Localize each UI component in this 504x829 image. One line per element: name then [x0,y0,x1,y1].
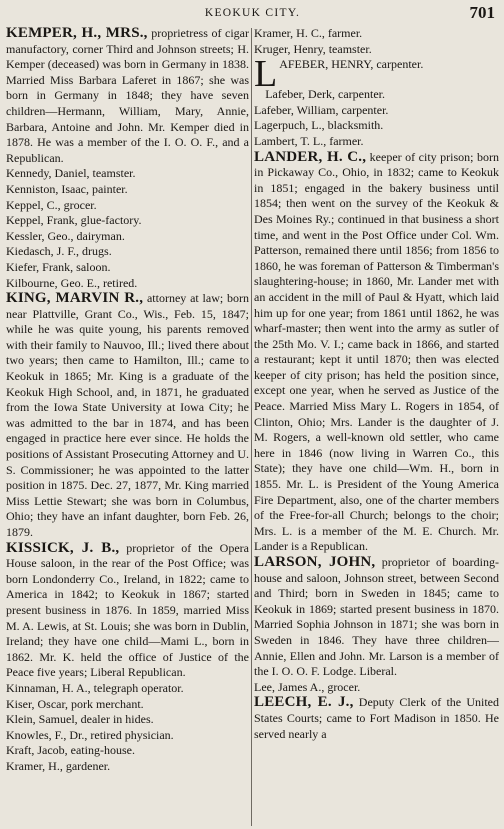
biography-entry [6,291,249,541]
entry-text: AFEBER, HENRY, carpenter. [279,57,424,72]
biography-entry [6,26,249,166]
entry-name: KEMPER, H., MRS., [6,26,148,41]
directory-line: Kessler, Geo., dairyman. [6,228,125,243]
directory-line: Kenniston, Isaac, painter. [6,181,128,196]
running-title: KEOKUK CITY. [204,7,301,19]
entry-name: KISSICK, J. B., [6,539,120,556]
entry-text: keeper of city prison; born in Pickaway Co., Ohio, in 1832; came to Keokuk in 1851; engaged in the bakery business until 1854; then went on the survey of the Keokuk & Des Moines Ry.; continued in that business a short time, and went in the Post Office under Col. Wm. Patterson, remained there until 1856; from 1856 to 1860, he was foreman of Patterson & Timberman's slaughtering-house; in 1860, Mr. Lander met with an accident in the mill of Paul & Hyatt, which laid him up for one year; from 1861 until 1862, he was wharf-master; then went into the army as sutler of the 25th Mo. V. I.; came back in 1866, and started a restaurant; kept it until 1870; then was elected keeper of city prison; has held the position since, except one year, when he served as Justice of the Peace. Married Miss Mary L. Rogers in 1854, of Clinton, Ohio; Mrs. Lander is the daughter of J. M. Rogers, a well-known old settler, who came here in 1846 (now living in Warren Co., this State); they have one child—Wm. H., born in 1855. Mr. L. is President of the Young America Fire Department, also, one of the charter members of the Free-for-all Church; belongs to the choir; Mrs. L. is a member of the M. E. Church. Mr. Lander is a Republican. [254,149,499,554]
directory-line: Kiefer, Frank, saloon. [6,259,111,274]
left-column [6,26,249,826]
page-number: 701 [469,3,495,22]
directory-line: Kilbourne, Geo. E., retired. [6,275,138,290]
directory-line: Klein, Samuel, dealer in hides. [6,712,154,727]
entry-text: proprietor of the Opera House saloon, in the rear of the Post Office; was born Londonderry Co., Ireland, in 1822; came to America in 1842; to Keokuk in 1867; started present business in 1876. In 1859, married Miss M. A. Lewis, at St. Louis; she was born in Dublin, Ireland; they have one child—Mami L., born in 1862. Mr. K. held the office of Justice of the Peace five years; Liberal Republican. [6,540,249,680]
directory-line: Lambert, T. L., farmer. [254,133,364,148]
directory-line: Kraft, Jacob, eating-house. [6,743,135,758]
directory-line: Knowles, F., Dr., retired physician. [6,727,174,742]
entry-text: attorney at law; born near Plattville, Grant Co., Wis., Feb. 15, 1847; while he was quite young, his parents removed with their family to Nauvoo, Ill.; lived there about two years; then came to Hamilton, Ill.; came to Keokuk in 1865; Mr. King is a graduate of the Keokuk High School, and, in 1871, he graduated from the Iowa State University at Iowa City; he was admitted to the bar in 1874, and has been engaged in practice here ever since. He holds the positions of Assistant Prosecuting Attorney and U. S. Commissioner; he was appointed to the latter position in 1875. Dec. 27, 1877, Mr. King married Miss Lettie Stewart; she was born in Columbus, Ohio; they have an infant daughter, born Feb. 26, 1879. [6,291,249,539]
entry-text: proprietor of boarding-house and saloon, Johnson street, between Second and Third; born in Sweden in 1845; came to Keokuk in 1869; started present business in 1870. Married Sophia Johnson in 1871; she was born in Sweden in 1846. They have three children—Annie, Ellen and John. Mr. Larson is a member of the I. O. O. F. Lodge. Liberal. [254,555,499,679]
entry-name: KING, MARVIN R., [6,290,144,307]
directory-line: Lafeber, Derk, carpenter. [265,87,385,102]
two-column-body [6,26,499,826]
entry-name: LARSON, JOHN, [254,554,376,570]
entry-text: proprietress of cigar manufactory, corner Third and Johnson streets; H. Kemper (deceased) was born in Germany in 1838. Married Miss Barbara Laferet in 1867; she was born in Germany in 1848; they have seven children—Hermann, William, Mary, Annie, Barbara, Antoine and John. Mr. Kemper died in 1878. He was a member of the I. O. O. F., and a Republican. [6,26,249,165]
biography-entry [254,150,499,555]
entry-text: Deputy Clerk of the United States Courts; came to Fort Madison in 1850. He served nearly a [254,695,499,741]
directory-line: Keppel, Frank, glue-factory. [6,213,142,228]
biography-entry [254,555,499,680]
directory-line: Kinnaman, H. A., telegraph operator. [6,680,184,695]
biography-entry [6,541,249,681]
page-header [6,4,499,26]
biography-entry [254,695,499,742]
directory-line: Kennedy, Daniel, teamster. [6,166,136,181]
entry-name: LANDER, H. C., [254,148,367,165]
directory-line: Lafeber, William, carpenter. [254,102,389,117]
directory-line: Kramer, H., gardener. [6,758,111,773]
directory-line: Kiedasch, J. F., drugs. [6,244,112,259]
directory-line: Lagerpuch, L., blacksmith. [254,118,384,133]
directory-line: Lee, James A., grocer. [254,679,361,694]
entry-name: LEECH, E. J., [254,694,354,711]
directory-line: Keppel, C., grocer. [6,197,97,212]
right-column [254,26,499,826]
directory-line: Kramer, H. C., farmer. [254,26,363,40]
directory-line: Kruger, Henry, teamster. [254,41,372,56]
column-divider [251,28,252,826]
directory-line: Kiser, Oscar, pork merchant. [6,696,144,711]
drop-cap-letter: L [254,53,278,96]
